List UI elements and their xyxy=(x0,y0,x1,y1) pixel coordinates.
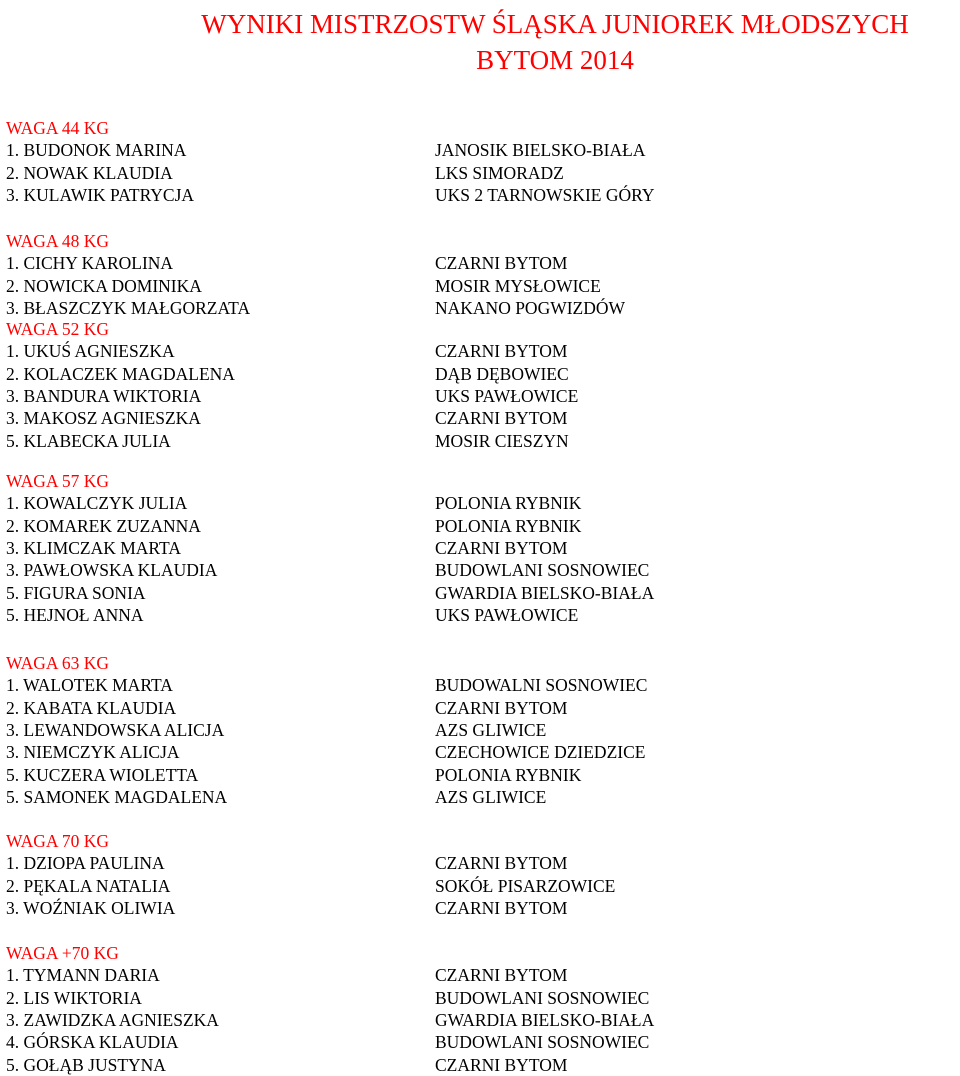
category-heading: WAGA 63 KG xyxy=(6,653,110,673)
athlete-name: 1. TYMANN DARIA xyxy=(6,965,160,986)
club-name: JANOSIK BIELSKO-BIAŁA xyxy=(435,140,646,161)
athlete-name: 3. BANDURA WIKTORIA xyxy=(6,385,202,406)
athlete-name: 1. WALOTEK MARTA xyxy=(6,675,173,696)
result-row xyxy=(6,741,956,763)
result-row xyxy=(6,275,956,297)
category-heading: WAGA +70 KG xyxy=(6,943,119,963)
result-row xyxy=(6,719,956,741)
athlete-name: 2. KABATA KLAUDIA xyxy=(6,697,177,718)
club-name: GWARDIA BIELSKO-BIAŁA xyxy=(435,1009,655,1030)
athlete-name: 3. MAKOSZ AGNIESZKA xyxy=(6,408,201,429)
category-heading: WAGA 52 KG xyxy=(6,319,110,339)
result-row xyxy=(6,1031,956,1053)
club-name: POLONIA RYBNIK xyxy=(435,764,582,785)
athlete-name: 1. KOWALCZYK JULIA xyxy=(6,493,188,514)
club-name: CZARNI BYTOM xyxy=(435,408,568,429)
club-name: CZARNI BYTOM xyxy=(435,853,568,874)
result-row xyxy=(6,363,956,385)
club-name: BUDOWALNI SOSNOWIEC xyxy=(435,675,648,696)
athlete-name: 2. PĘKALA NATALIA xyxy=(6,875,171,896)
athlete-name: 3. NIEMCZYK ALICJA xyxy=(6,742,180,763)
result-row xyxy=(6,537,956,559)
club-name: BUDOWLANI SOSNOWIEC xyxy=(435,560,650,581)
athlete-name: 3. ZAWIDZKA AGNIESZKA xyxy=(6,1009,219,1030)
club-name: UKS PAWŁOWICE xyxy=(435,385,579,406)
result-row xyxy=(6,697,956,719)
athlete-name: 3. KLIMCZAK MARTA xyxy=(6,537,181,558)
result-row xyxy=(6,385,956,407)
club-name: LKS SIMORADZ xyxy=(435,162,564,183)
result-row xyxy=(6,430,956,452)
club-name: CZARNI BYTOM xyxy=(435,897,568,918)
club-name: POLONIA RYBNIK xyxy=(435,515,582,536)
result-row xyxy=(6,407,956,429)
result-row xyxy=(6,964,956,986)
result-row xyxy=(6,139,956,161)
title-line-2: BYTOM 2014 xyxy=(476,45,634,75)
category-heading: WAGA 70 KG xyxy=(6,831,110,851)
result-row xyxy=(6,184,956,206)
athlete-name: 3. KULAWIK PATRYCJA xyxy=(6,184,195,205)
category-heading: WAGA 57 KG xyxy=(6,471,110,491)
athlete-name: 2. KOMAREK ZUZANNA xyxy=(6,515,201,536)
result-row xyxy=(6,674,956,696)
club-name: MOSIR MYSŁOWICE xyxy=(435,275,601,296)
club-name: CZARNI BYTOM xyxy=(435,697,568,718)
result-row xyxy=(6,897,956,919)
result-row xyxy=(6,492,956,514)
club-name: CZARNI BYTOM xyxy=(435,253,568,274)
club-name: AZS GLIWICE xyxy=(435,719,547,740)
club-name: CZARNI BYTOM xyxy=(435,965,568,986)
athlete-name: 3. LEWANDOWSKA ALICJA xyxy=(6,719,225,740)
club-name: GWARDIA BIELSKO-BIAŁA xyxy=(435,582,655,603)
athlete-name: 2. KOLACZEK MAGDALENA xyxy=(6,363,235,384)
club-name: AZS GLIWICE xyxy=(435,786,547,807)
athlete-name: 4. GÓRSKA KLAUDIA xyxy=(6,1032,179,1053)
athlete-name: 5. SAMONEK MAGDALENA xyxy=(6,786,228,807)
club-name: BUDOWLANI SOSNOWIEC xyxy=(435,987,650,1008)
result-row xyxy=(6,1009,956,1031)
club-name: BUDOWLANI SOSNOWIEC xyxy=(435,1032,650,1053)
athlete-name: 2. NOWICKA DOMINIKA xyxy=(6,275,202,296)
result-row xyxy=(6,987,956,1009)
athlete-name: 1. UKUŚ AGNIESZKA xyxy=(6,341,175,362)
result-row xyxy=(6,297,956,319)
result-row xyxy=(6,252,956,274)
result-row xyxy=(6,559,956,581)
result-row xyxy=(6,875,956,897)
club-name: UKS 2 TARNOWSKIE GÓRY xyxy=(435,184,655,205)
athlete-name: 5. HEJNOŁ ANNA xyxy=(6,604,144,625)
category-heading: WAGA 44 KG xyxy=(6,118,110,138)
club-name: CZECHOWICE DZIEDZICE xyxy=(435,742,646,763)
club-name: SOKÓŁ PISARZOWICE xyxy=(435,875,616,896)
result-row xyxy=(6,162,956,184)
title-line-1: WYNIKI MISTRZOSTW ŚLĄSKA JUNIOREK MŁODSZYCH xyxy=(201,9,909,39)
category-heading: WAGA 48 KG xyxy=(6,231,110,251)
athlete-name: 5. GOŁĄB JUSTYNA xyxy=(6,1054,166,1075)
athlete-name: 3. BŁASZCZYK MAŁGORZATA xyxy=(6,297,251,318)
athlete-name: 5. FIGURA SONIA xyxy=(6,582,146,603)
athlete-name: 2. LIS WIKTORIA xyxy=(6,987,142,1008)
athlete-name: 2. NOWAK KLAUDIA xyxy=(6,162,173,183)
result-row xyxy=(6,604,956,626)
athlete-name: 3. PAWŁOWSKA KLAUDIA xyxy=(6,560,218,581)
result-row xyxy=(6,852,956,874)
result-row xyxy=(6,764,956,786)
athlete-name: 5. KUCZERA WIOLETTA xyxy=(6,764,199,785)
result-row xyxy=(6,582,956,604)
athlete-name: 5. KLABECKA JULIA xyxy=(6,430,171,451)
athlete-name: 1. CICHY KAROLINA xyxy=(6,253,174,274)
club-name: CZARNI BYTOM xyxy=(435,537,568,558)
athlete-name: 1. DZIOPA PAULINA xyxy=(6,853,165,874)
club-name: CZARNI BYTOM xyxy=(435,341,568,362)
document-title xyxy=(130,6,960,78)
club-name: MOSIR CIESZYN xyxy=(435,430,569,451)
club-name: UKS PAWŁOWICE xyxy=(435,604,579,625)
club-name: DĄB DĘBOWIEC xyxy=(435,363,569,384)
result-row xyxy=(6,786,956,808)
athlete-name: 3. WOŹNIAK OLIWIA xyxy=(6,897,176,918)
athlete-name: 1. BUDONOK MARINA xyxy=(6,140,187,161)
result-row xyxy=(6,340,956,362)
club-name: CZARNI BYTOM xyxy=(435,1054,568,1075)
result-row xyxy=(6,515,956,537)
result-row xyxy=(6,1054,956,1076)
club-name: NAKANO POGWIZDÓW xyxy=(435,297,626,318)
club-name: POLONIA RYBNIK xyxy=(435,493,582,514)
